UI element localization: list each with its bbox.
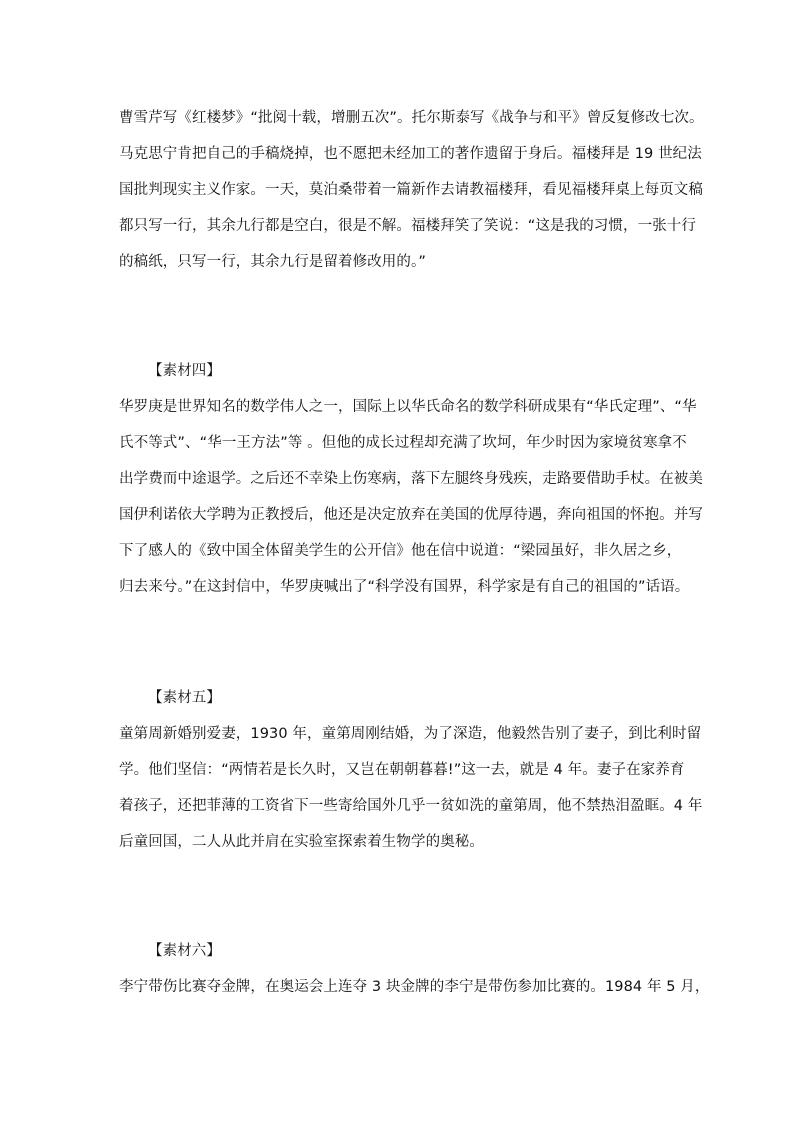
paragraph-line: 童第周新婚别爱妻，1930 年，童第周刚结婚，为了深造，他毅然告别了妻子，到比利时留 <box>119 726 702 742</box>
section-heading: 【素材四】 <box>148 363 221 379</box>
paragraph-line: 国批判现实主义作家。一天，莫泊桑带着一篇新作去请教福楼拜，看见福楼拜桌上每页文稿 <box>119 182 703 198</box>
paragraph-line: 学。他们坚信：“两情若是长久时，又岂在朝朝暮暮!”这一去，就是 4 年。妻子在家养育 <box>119 762 685 778</box>
paragraph-line: 华罗庚是世界知名的数学伟人之一，国际上以华氏命名的数学科研成果有“华氏定理”、“华 <box>119 399 697 415</box>
paragraph-line: 李宁带伤比赛夺金牌，在奥运会上连夺 3 块金牌的李宁是带伤参加比赛的。1984 年 5 月， <box>119 979 710 995</box>
paragraph-line: 曹雪芹写《红楼梦》“批阅十载，增删五次”。托尔斯泰写《战争与和平》曾反复修改七次。 <box>119 110 704 126</box>
paragraph-line: 出学费而中途退学。之后还不幸染上伤寒病，落下左腿终身残疾，走路要借助手杖。在被美 <box>119 471 703 487</box>
paragraph-line: 后童回国，二人从此并肩在实验室探索着生物学的奥秘。 <box>119 834 484 850</box>
paragraph-line: 氏不等式”、“华一王方法”等 。但他的成长过程却充满了坎坷，年少时因为家境贫寒拿不 <box>119 435 687 451</box>
paragraph-line: 都只写一行，其余九行都是空白，很是不解。福楼拜笑了笑说：“这是我的习惯，一张十行 <box>119 218 697 234</box>
section-heading: 【素材五】 <box>148 690 221 706</box>
paragraph-line: 着孩子，还把菲薄的工资省下一些寄给国外几乎一贫如洗的童第周，他不禁热泪盈眶。4 年 <box>119 798 703 814</box>
paragraph-line: 马克思宁肯把自己的手稿烧掉，也不愿把未经加工的著作遗留于身后。福楼拜是 19 世纪法 <box>119 146 702 162</box>
paragraph-line: 归去来兮。”在这封信中，华罗庚喊出了“科学没有国界，科学家是有自己的祖国的”话语。 <box>119 579 690 595</box>
paragraph-line: 的稿纸，只写一行，其余九行是留着修改用的。” <box>119 254 426 270</box>
section-heading: 【素材六】 <box>148 943 221 959</box>
paragraph-line: 下了感人的《致中国全体留美学生的公开信》他在信中说道：“梁园虽好，非久居之乡， <box>119 543 682 559</box>
paragraph-line: 国伊利诺依大学聘为正教授后，他还是决定放弃在美国的优厚待遇，奔向祖国的怀抱。并写 <box>119 507 703 523</box>
